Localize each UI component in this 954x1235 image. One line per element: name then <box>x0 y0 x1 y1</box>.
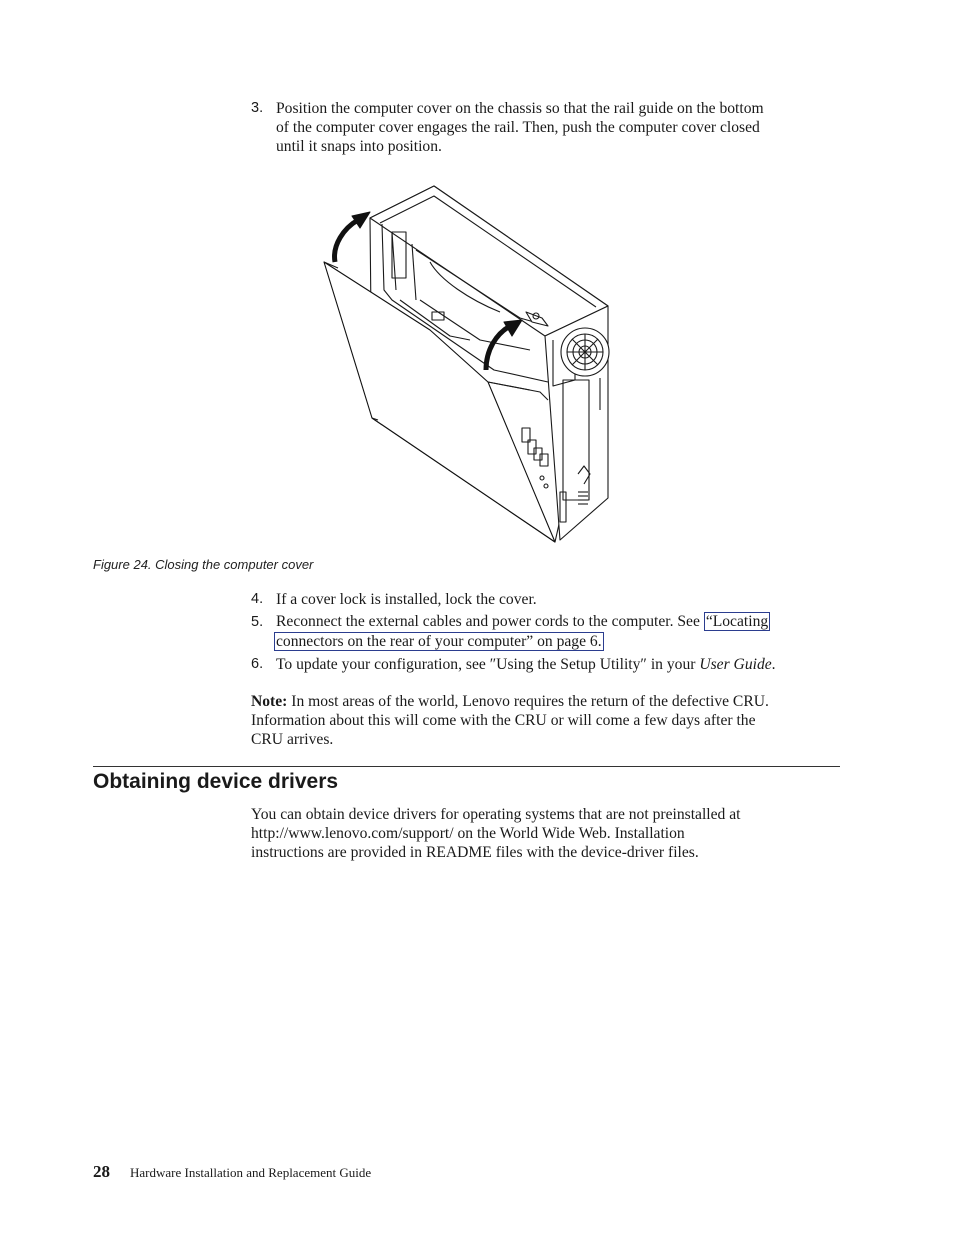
step-3-line-3: until it snaps into position. <box>276 138 442 155</box>
step-3-line-1: Position the computer cover on the chassis so that the rail guide on the bottom <box>276 100 764 117</box>
step-4-number: 4. <box>251 591 264 607</box>
step-4-text: If a cover lock is installed, lock the cover. <box>276 591 537 608</box>
section-line-3: instructions are provided in README files with the device-driver files. <box>251 844 699 861</box>
computer-cover-illustration <box>310 180 620 548</box>
page-number: 28 <box>93 1162 110 1181</box>
step-3-text <box>276 99 841 156</box>
user-guide-title: User Guide <box>699 656 772 673</box>
step-6-text <box>276 655 841 674</box>
section-heading: Obtaining device drivers <box>93 770 339 793</box>
step-3-line-2: of the computer cover engages the rail. Then, push the computer cover closed <box>276 119 760 136</box>
section-line-1: You can obtain device drivers for operating systems that are not preinstalled at <box>251 806 741 823</box>
locating-connectors-link-part-2[interactable]: connectors on the rear of your computer” on page 6. <box>276 633 602 650</box>
footer-title: Hardware Installation and Replacement Guide <box>130 1165 372 1180</box>
section-divider <box>93 766 840 767</box>
note-line-1-text: In most areas of the world, Lenovo requires the return of the defective CRU. <box>287 693 769 710</box>
note-line-2: Information about this will come with the CRU or will come a few days after the <box>251 712 756 729</box>
step-5-body: Reconnect the external cables and power cords to the computer. See <box>276 613 704 630</box>
note-line-3: CRU arrives. <box>251 731 334 748</box>
note-line-1 <box>251 692 846 711</box>
figure-caption: Figure 24. Closing the computer cover <box>93 557 314 572</box>
locating-connectors-link-part-1[interactable]: “Locating <box>705 613 769 630</box>
step-3-number: 3. <box>251 100 264 116</box>
note <box>251 692 846 749</box>
step-6-body: To update your configuration, see ″Using the Setup Utility″ in your <box>276 656 700 673</box>
step-5-text <box>276 612 841 652</box>
note-label: Note: <box>251 693 288 710</box>
step-5-line-2 <box>276 632 841 652</box>
step-6-number: 6. <box>251 656 264 672</box>
section-line-2: http://www.lenovo.com/support/ on the World Wide Web. Installation <box>251 825 685 842</box>
step-6-end: . <box>771 656 776 673</box>
section-body <box>251 805 846 862</box>
step-5-number: 5. <box>251 614 264 630</box>
step-5-line-1 <box>276 612 841 632</box>
